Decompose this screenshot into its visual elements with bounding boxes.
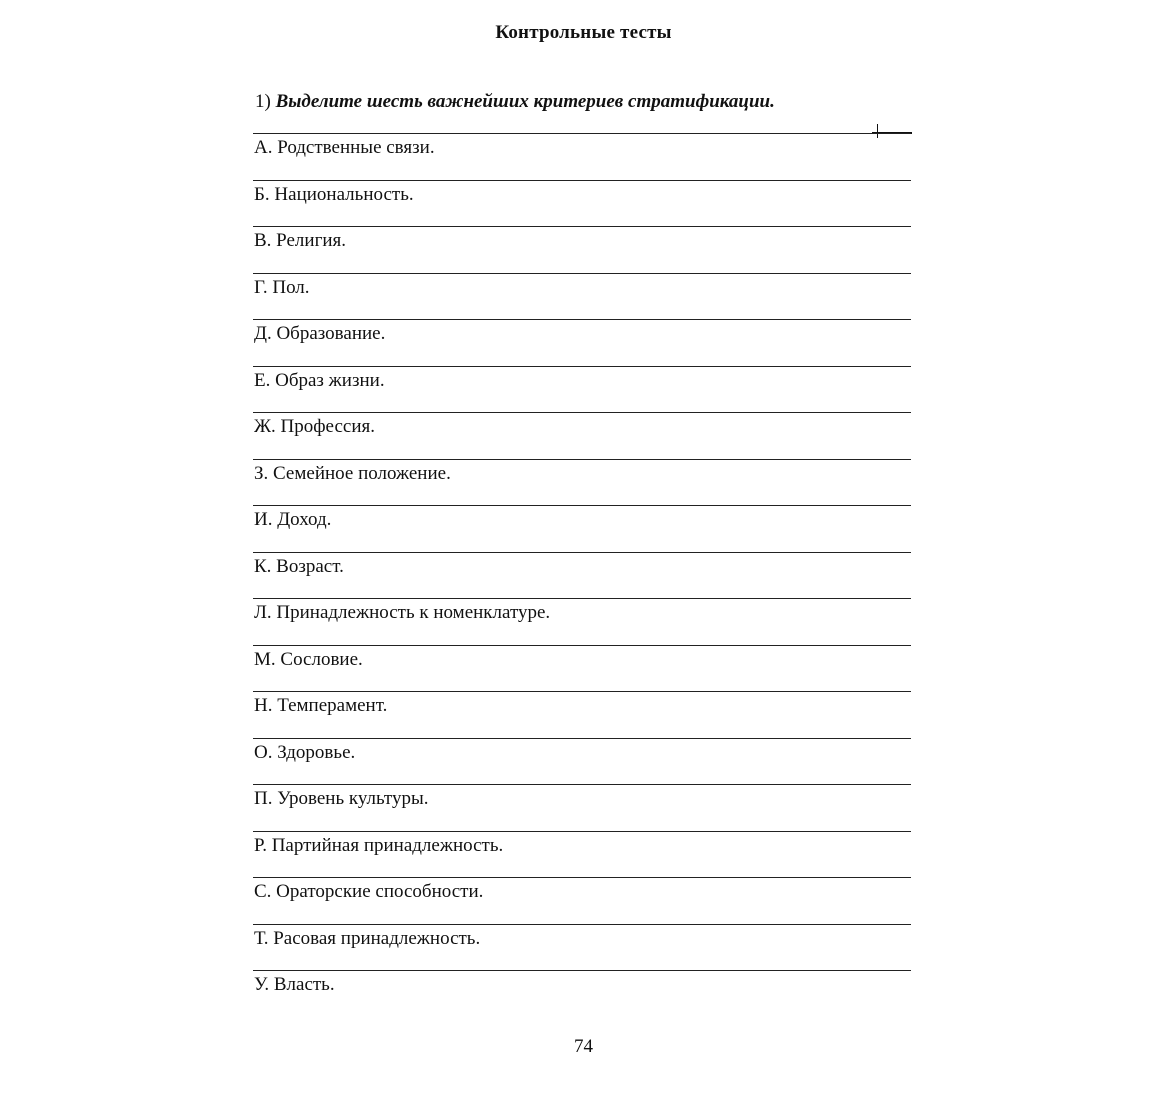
answer-option: Д. Образование. bbox=[254, 323, 386, 344]
answer-option: Н. Темперамент. bbox=[254, 695, 388, 716]
question-text: Выделите шесть важнейших критериев стратификации. bbox=[275, 91, 775, 112]
answer-option: Б. Национальность. bbox=[254, 184, 414, 205]
answer-line bbox=[253, 505, 911, 507]
page-number: 74 bbox=[574, 1036, 593, 1057]
answer-line bbox=[253, 831, 911, 833]
answer-line bbox=[253, 598, 911, 600]
answer-line bbox=[253, 319, 911, 321]
answer-option: П. Уровень культуры. bbox=[254, 788, 429, 809]
answer-line bbox=[253, 366, 911, 368]
answer-option: В. Религия. bbox=[254, 230, 347, 251]
answer-option: О. Здоровье. bbox=[254, 742, 356, 763]
answer-option: М. Сословие. bbox=[254, 649, 363, 670]
answer-line bbox=[253, 180, 911, 182]
answer-line bbox=[253, 784, 911, 786]
answer-line bbox=[253, 273, 911, 275]
answer-option: Г. Пол. bbox=[254, 277, 310, 298]
answer-option: Р. Партийная принадлежность. bbox=[254, 835, 504, 856]
answer-line bbox=[253, 924, 911, 926]
answer-option: Ж. Профессия. bbox=[254, 416, 375, 437]
answer-option: Л. Принадлежность к номенклатуре. bbox=[254, 602, 551, 623]
answer-line bbox=[253, 691, 911, 693]
question-number: 1) bbox=[255, 91, 271, 112]
answer-line bbox=[253, 970, 911, 972]
answer-option: У. Власть. bbox=[254, 974, 335, 995]
answer-option: И. Доход. bbox=[254, 509, 332, 530]
answer-option: А. Родственные связи. bbox=[254, 137, 435, 158]
answer-line bbox=[253, 552, 911, 554]
answer-option: Т. Расовая принадлежность. bbox=[254, 928, 481, 949]
answer-line bbox=[253, 459, 911, 461]
page-title: Контрольные тесты bbox=[495, 22, 672, 43]
answer-line bbox=[253, 738, 911, 740]
answer-line bbox=[253, 133, 911, 135]
answer-line bbox=[253, 877, 911, 879]
answer-line bbox=[253, 412, 911, 414]
answer-option: З. Семейное положение. bbox=[254, 463, 451, 484]
answer-line bbox=[253, 226, 911, 228]
answer-option: К. Возраст. bbox=[254, 556, 344, 577]
answer-options-list bbox=[253, 0, 913, 1000]
answer-option: Е. Образ жизни. bbox=[254, 370, 385, 391]
answer-option: С. Ораторские способности. bbox=[254, 881, 484, 902]
answer-line bbox=[253, 645, 911, 647]
